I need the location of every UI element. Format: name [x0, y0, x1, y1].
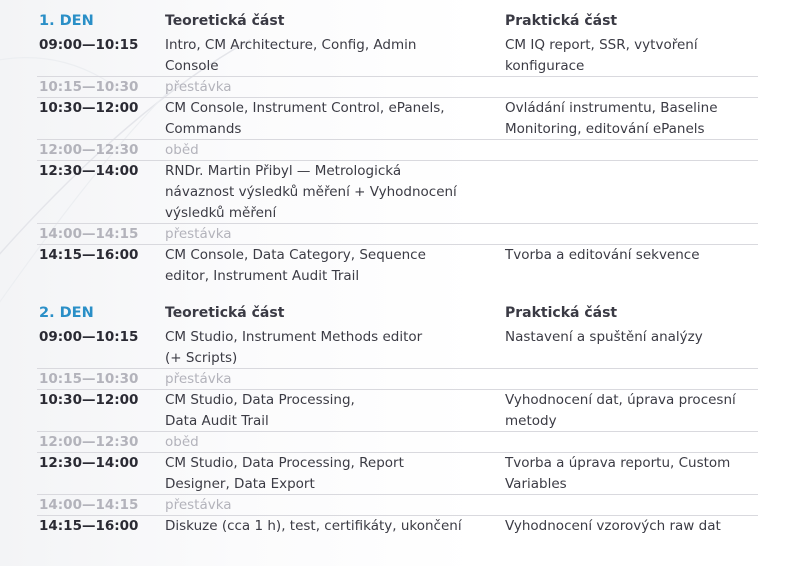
- time-slot: 14:00—14:15: [39, 226, 139, 242]
- day-title: 1. DEN: [39, 13, 94, 29]
- schedule-row: [37, 516, 758, 536]
- time-slot: 14:00—14:15: [39, 497, 139, 513]
- theory-topic: CM Studio, Data Processing, Report Designer, Data Export: [165, 455, 404, 492]
- schedule-row: [37, 161, 758, 224]
- practice-topic: Ovládání instrumentu, Baseline Monitoring, editování ePanels: [505, 100, 718, 137]
- theory-topic: CM Console, Instrument Control, ePanels, Commands: [165, 100, 445, 137]
- theory-topic: CM Console, Data Category, Sequence editor, Instrument Audit Trail: [165, 247, 426, 284]
- practice-topic: Tvorba a úprava reportu, Custom Variables: [505, 455, 731, 492]
- schedule-row: [37, 390, 758, 432]
- theory-topic: Diskuze (cca 1 h), test, certifikáty, ukončení: [165, 518, 462, 534]
- practice-column-header: Praktická část: [505, 13, 618, 29]
- schedule-row: [37, 453, 758, 495]
- schedule-row: [37, 98, 758, 140]
- time-slot: 10:30—12:00: [39, 392, 139, 408]
- schedule-row: [37, 35, 758, 77]
- practice-topic: Tvorba a editování sekvence: [505, 247, 700, 263]
- break-row: [37, 77, 758, 98]
- lunch-row: [37, 432, 758, 453]
- theory-topic: RNDr. Martin Přibyl — Metrologická návaznost výsledků měření + Vyhodnocení výsledků měření: [165, 163, 457, 221]
- schedule-row: [37, 245, 758, 286]
- lunch-label: oběd: [165, 142, 199, 158]
- break-label: přestávka: [165, 371, 232, 387]
- theory-topic: CM Studio, Instrument Methods editor (+ Scripts): [165, 329, 423, 366]
- time-slot: 14:15—16:00: [39, 518, 139, 534]
- day-1-header: [0, 11, 797, 35]
- day-1-schedule: [0, 11, 797, 286]
- theory-column-header: Teoretická část: [165, 305, 285, 321]
- time-slot: 12:30—14:00: [39, 455, 139, 471]
- practice-column-header: Praktická část: [505, 305, 618, 321]
- time-slot: 12:00—12:30: [39, 142, 139, 158]
- practice-topic: CM IQ report, SSR, vytvoření konfigurace: [505, 37, 698, 74]
- practice-topic: Vyhodnocení dat, úprava procesní metody: [505, 392, 736, 429]
- break-label: přestávka: [165, 79, 232, 95]
- time-slot: 14:15—16:00: [39, 247, 139, 263]
- lunch-label: oběd: [165, 434, 199, 450]
- time-slot: 10:15—10:30: [39, 79, 139, 95]
- break-row: [37, 224, 758, 245]
- practice-topic: Vyhodnocení vzorových raw dat: [505, 518, 721, 534]
- time-slot: 09:00—10:15: [39, 329, 139, 345]
- day-2-header: [0, 303, 797, 327]
- time-slot: 10:30—12:00: [39, 100, 139, 116]
- day-title: 2. DEN: [39, 305, 94, 321]
- time-slot: 09:00—10:15: [39, 37, 139, 53]
- time-slot: 12:30—14:00: [39, 163, 139, 179]
- schedule-row: [37, 327, 758, 369]
- theory-topic: Intro, CM Architecture, Config, Admin Console: [165, 37, 417, 74]
- break-row: [37, 369, 758, 390]
- day-2-schedule: [0, 303, 797, 536]
- time-slot: 10:15—10:30: [39, 371, 139, 387]
- theory-column-header: Teoretická část: [165, 13, 285, 29]
- time-slot: 12:00—12:30: [39, 434, 139, 450]
- lunch-row: [37, 140, 758, 161]
- break-row: [37, 495, 758, 516]
- break-label: přestávka: [165, 226, 232, 242]
- practice-topic: Nastavení a spuštění analýzy: [505, 329, 703, 345]
- break-label: přestávka: [165, 497, 232, 513]
- theory-topic: CM Studio, Data Processing, Data Audit Trail: [165, 392, 355, 429]
